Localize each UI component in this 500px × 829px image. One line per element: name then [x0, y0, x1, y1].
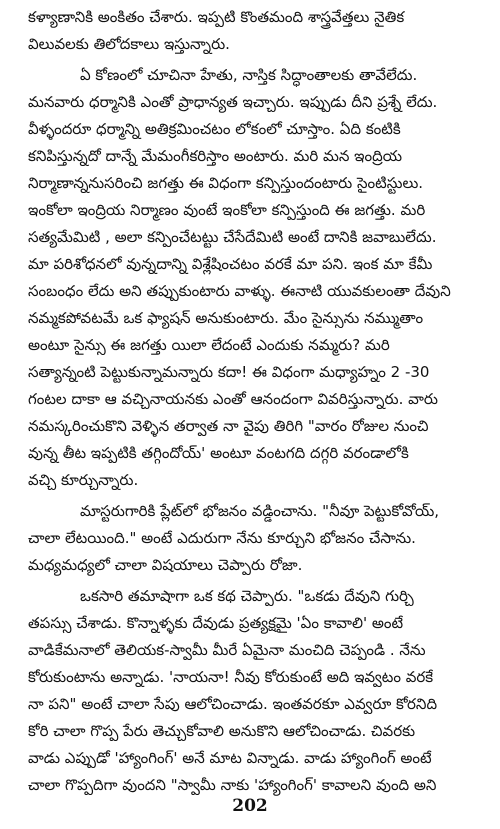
text-line: వీళ్ళందరూ ధర్మాన్ని అతిక్రమించటం లోకంలో చూస్తాం. ఏది కంటికి: [28, 120, 401, 138]
text-line: వచ్చి కూర్చున్నారు.: [28, 471, 139, 489]
text-line: సత్యమేమిటి , అలా కన్పించేటట్టు చేసేదేమిటి అంటే దానికి జవాబులేదు.: [28, 228, 437, 246]
page-number: 202: [232, 796, 268, 816]
text-line: వాడికేమనాలో తెలియక-స్వామీ మీరే ఏమైనా మంచిది చెప్పండి . నేను: [28, 641, 426, 659]
text-line: ఒకసారి తమాషాగా ఒక కథ చెప్పారు. "ఒకడు దేవుని గుర్చి: [80, 587, 414, 605]
text-line: వాడు ఎప్పుడో 'హ్యాంగింగ్' అనే మాట విన్నాడు. వాడు హ్యాంగింగ్ అంటే: [28, 749, 432, 767]
text-line: వున్న తీట ఇప్పటికి తగ్గిందోయ్' అంటూ వంటగది దగ్గరి వరండాలోకి: [28, 444, 409, 462]
text-line: నమస్కరించుకొని వెళ్ళిన తర్వాత నా వైపు తిరిగి "వారం రోజుల నుంచి: [28, 417, 429, 435]
text-line: కోరుకుంటాను అన్నాడు. 'నాయనా! నీవు కోరుకుంటే అది ఇవ్వటం వరకే: [28, 668, 434, 686]
text-line: విలువలకు తిలోదకాలు ఇస్తున్నారు.: [28, 35, 230, 53]
text-line: నిర్మాణాన్ననుసరించి జగత్తు ఈ విధంగా కన్పిస్తుందంటారు సైంటిస్టులు.: [28, 174, 424, 192]
text-line: సంబంధం లేదు అని తప్పుకుంటారు వాళ్ళు. ఈనాటి యువకులంతా దేవుని: [28, 282, 451, 300]
text-line: గంటల దాకా ఆ వచ్చినాయనకు ఎంతో ఆనందంగా వివరిస్తున్నారు. వారు: [28, 390, 438, 408]
text-line: చాలా లేటయింది." అంటే ఎదురుగా నేను కూర్చుని భోజనం చేసాను.: [28, 529, 416, 547]
text-line: మా పరిశోధనలో వున్నదాన్ని విశ్లేషించటం వరకే మా పని. ఇంక మా కేమీ: [28, 255, 433, 273]
text-line: మధ్యమధ్యలో చాలా విషయాలు చెప్పారు రోజా.: [28, 556, 303, 574]
text-line: మాస్టరుగారికి ప్లేట్‌లో భోజనం వడ్డించాను. "నీవూ పెట్టుకోవోయ్,: [80, 502, 440, 520]
text-line: చాలా గొప్పదిగా వుందని "స్వామీ నాకు 'హ్యాంగింగ్' కావాలని వుంది అని: [28, 776, 437, 794]
text-line: అంటూ సైన్సు ఈ జగత్తు యిలా లేదంటే ఎందుకు నమ్మరు? మరి: [28, 336, 390, 354]
text-line: ఏ కోణంలో చూచినా హేతు, నాస్తిక సిద్ధాంతాలకు తావేలేదు.: [80, 66, 418, 84]
body-text: [28, 4, 490, 799]
text-line: కళ్యాణానికి అంకితం చేశారు. ఇప్పటి కొంతమంది శాస్త్రవేత్తలు నైతిక: [28, 8, 405, 26]
text-line: ఇంకోలా ఇంద్రియ నిర్మాణం వుంటే ఇంకోలా కన్పిస్తుంది ఈ జగత్తు. మరి: [28, 201, 426, 219]
text-line: తపస్సు చేశాడు. కొన్నాళ్ళకు దేవుడు ప్రత్యక్షమై 'ఏం కావాలి' అంటే: [28, 614, 404, 632]
text-line: కోరి చాలా గొప్ప పేరు తెచ్చుకోవాలి అనుకొని ఆలోచించాడు. చివరకు: [28, 722, 416, 740]
text-line: మనవారు ధర్మానికి ఎంతో ప్రాధాన్యత ఇచ్చారు. ఇప్పుడు దీని ప్రశ్నే లేదు.: [28, 93, 438, 111]
text-line: కనిపిస్తున్నదో దాన్నే మేమంగీకరిస్తాం అంటారు. మరి మన ఇంద్రియ: [28, 147, 402, 165]
text-line: నమ్మకపోవటమే ఒక ఫ్యాషన్ అనుకుంటారు. మేం సైన్సును నమ్ముతాం: [28, 309, 424, 327]
text-line: సత్యాన్నంటి పెట్టుకున్నామన్నారు కదా! ఈ విధంగా మధ్యాహ్నం 2 -30: [28, 363, 430, 381]
text-line: నా పని" అంటే చాలా సేపు ఆలోచించాడు. ఇంతవరకూ ఎవ్వరూ కోరనిది: [28, 695, 438, 713]
